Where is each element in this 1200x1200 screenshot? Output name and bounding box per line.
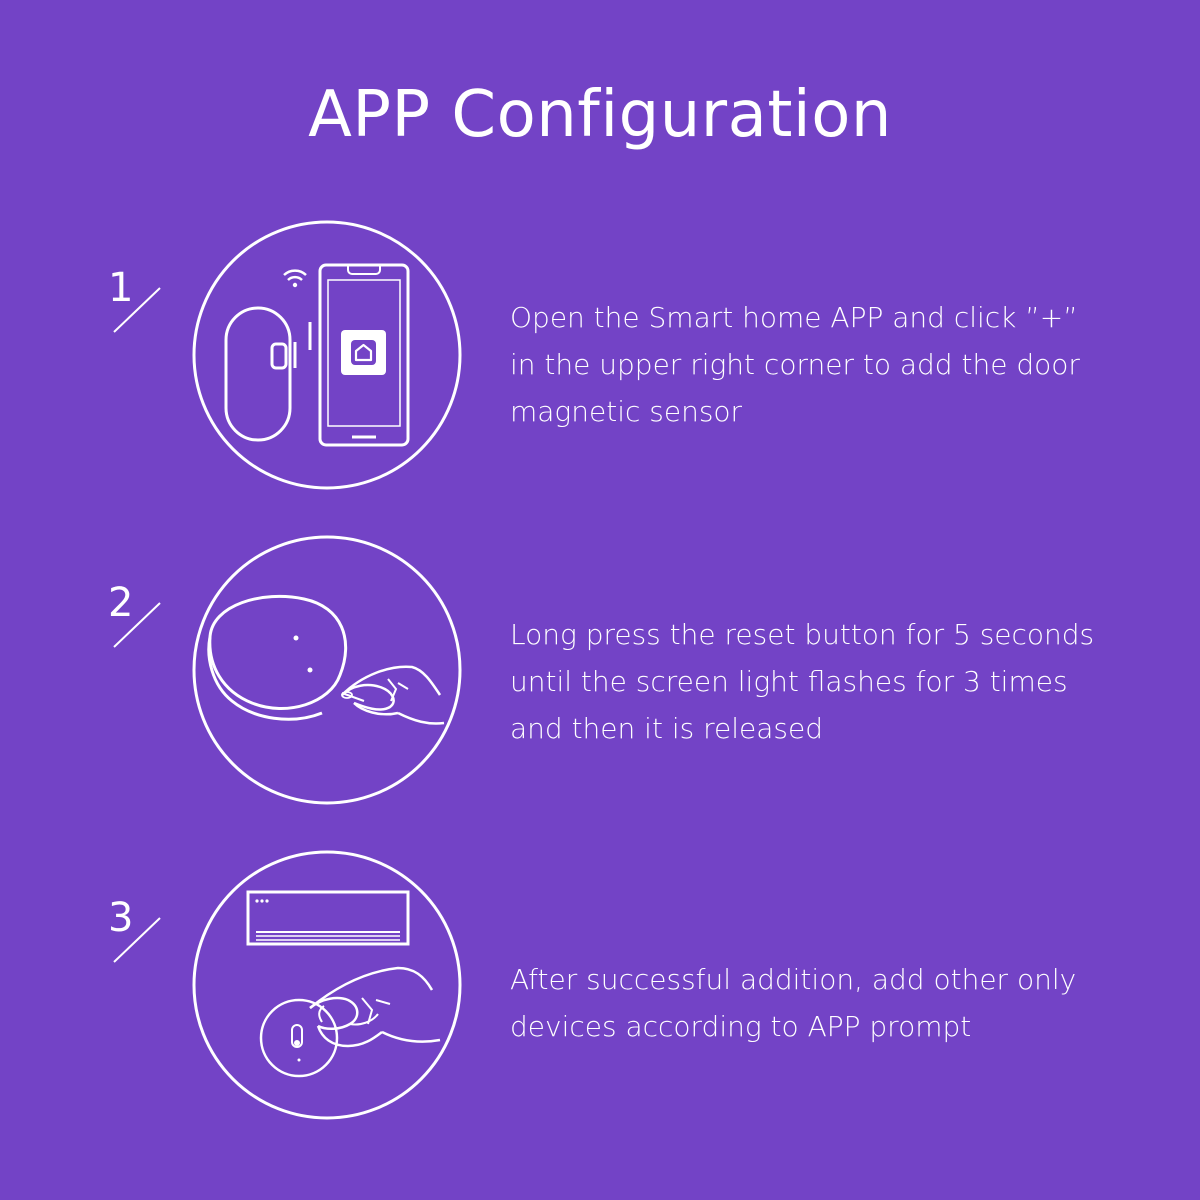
smart-home-app-icon xyxy=(341,330,386,375)
step-number: 1 xyxy=(108,265,134,311)
slash-divider-icon xyxy=(112,916,164,966)
air-conditioner-sensor-hand-icon xyxy=(192,850,462,1120)
step-number: 2 xyxy=(108,580,134,626)
step-2 xyxy=(0,535,1200,805)
step-3 xyxy=(0,850,1200,1120)
step-number: 3 xyxy=(108,895,134,941)
step-text-line: until the screen light flashes for 3 times xyxy=(510,665,1068,698)
step-description xyxy=(510,611,1094,752)
step-text-line: Open the Smart home APP and click ”+” xyxy=(510,301,1078,334)
step-text-line: and then it is released xyxy=(510,712,823,745)
step-description xyxy=(510,294,1080,435)
phone-and-door-sensor-icon xyxy=(192,220,462,490)
step-1 xyxy=(0,220,1200,490)
step-text-line: devices according to APP prompt xyxy=(510,1010,972,1043)
step-text-line: After successful addition, add other only xyxy=(510,963,1077,996)
slash-divider-icon xyxy=(112,601,164,651)
step-description xyxy=(510,956,1076,1050)
step-text-line: in the upper right corner to add the door xyxy=(510,348,1080,381)
slash-divider-icon xyxy=(112,286,164,336)
page-title: APP Configuration xyxy=(308,78,892,152)
reset-button-pin-icon xyxy=(192,535,462,805)
step-text-line: magnetic sensor xyxy=(510,395,743,428)
step-text-line: Long press the reset button for 5 seconds xyxy=(510,618,1095,651)
